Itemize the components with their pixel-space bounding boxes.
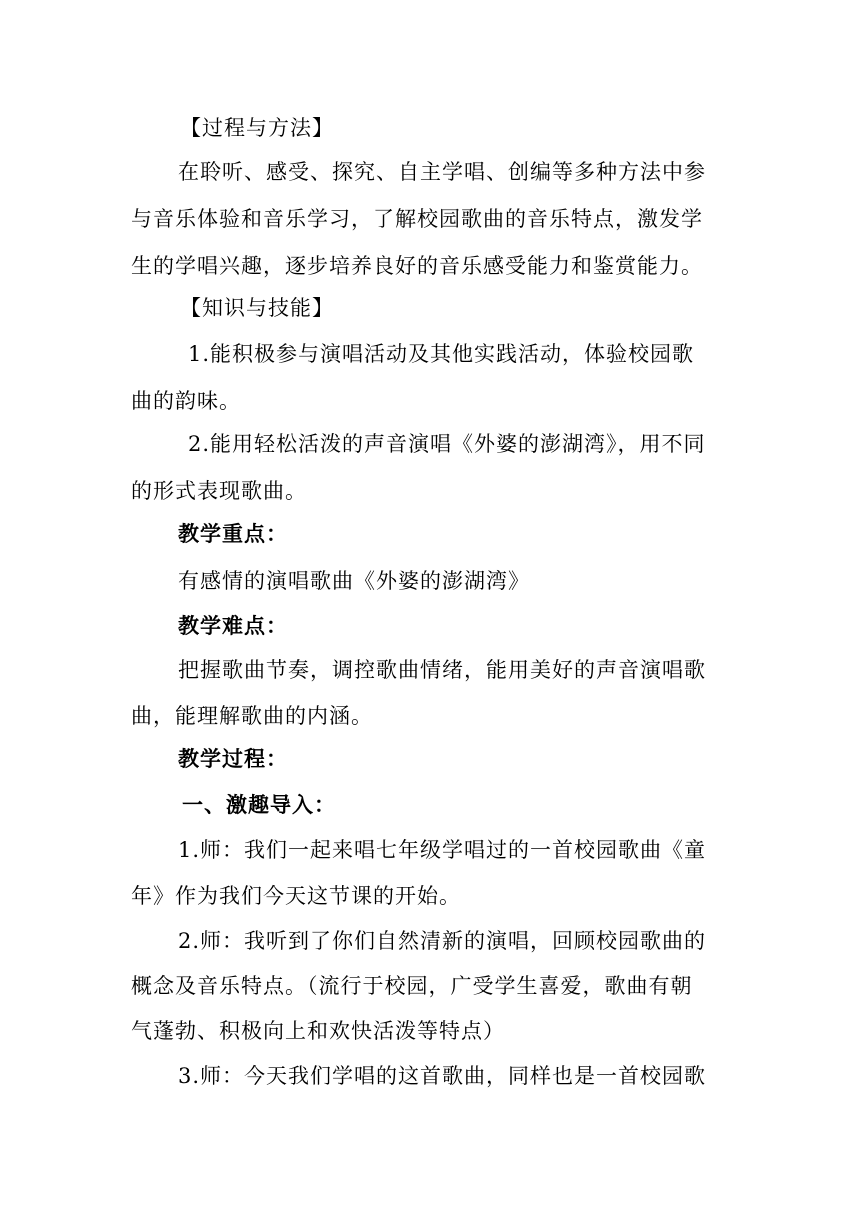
paragraph-line: 在聆听、感受、探究、自主学唱、创编等多种方法中参 [178, 160, 706, 184]
paragraph-line: 与音乐体验和音乐学习，了解校园歌曲的音乐特点，激发学 [131, 207, 703, 231]
knowledge-skill-heading: 【知识与技能】 [180, 296, 334, 320]
key-point-heading: 教学重点： [178, 522, 288, 546]
process-heading: 教学过程： [178, 747, 288, 771]
paragraph-line: 3.师：今天我们学唱的这首歌曲，同样也是一首校园歌 [178, 1064, 707, 1088]
intro-heading: 一、激趣导入： [182, 793, 336, 817]
paragraph-line: 气蓬勃、积极向上和欢快活泼等特点） [131, 1019, 505, 1043]
paragraph-line: 把握歌曲节奏，调控歌曲情绪，能用美好的声音演唱歌 [178, 658, 706, 682]
paragraph-line: 2.能用轻松活泼的声音演唱《外婆的澎湖湾》，用不同 [188, 432, 706, 456]
paragraph-line: 1.师：我们一起来唱七年级学唱过的一首校园歌曲《童 [178, 838, 707, 862]
paragraph-line: 年》作为我们今天这节课的开始。 [131, 884, 461, 908]
paragraph-line: 的形式表现歌曲。 [131, 479, 307, 503]
paragraph-line: 曲，能理解歌曲的内涵。 [131, 704, 373, 728]
paragraph-line: 生的学唱兴趣，逐步培养良好的音乐感受能力和鉴赏能力。 [131, 254, 703, 278]
paragraph-line: 1.能积极参与演唱活动及其他实践活动，体验校园歌 [188, 342, 695, 366]
process-method-heading: 【过程与方法】 [180, 116, 334, 140]
difficulty-heading: 教学难点： [178, 614, 288, 638]
paragraph-line: 曲的韵味。 [131, 389, 241, 413]
paragraph-line: 概念及音乐特点。（流行于校园，广受学生喜爱，歌曲有朝 [131, 974, 693, 998]
key-point-text: 有感情的演唱歌曲《外婆的澎湖湾》 [178, 569, 530, 593]
paragraph-line: 2.师：我听到了你们自然清新的演唱，回顾校园歌曲的 [178, 929, 707, 953]
